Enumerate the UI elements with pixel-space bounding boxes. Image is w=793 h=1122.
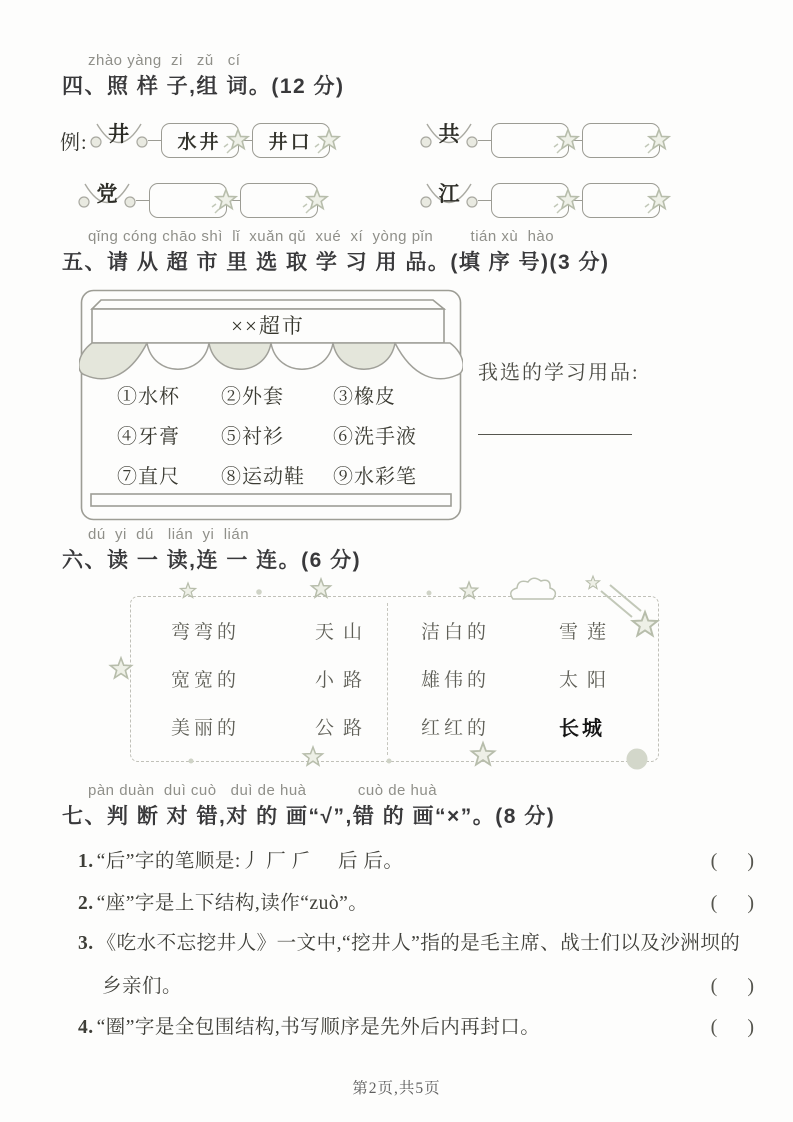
judge-item — [78, 1006, 754, 1049]
star-icon — [314, 127, 344, 157]
connector-line — [478, 200, 491, 201]
word-chain-row — [60, 116, 330, 164]
star-icon — [553, 187, 583, 217]
answer-box — [149, 183, 227, 218]
answer-box — [240, 183, 318, 218]
match-word: 雪莲 — [559, 622, 616, 643]
store-item: ⑥洗手液 — [333, 426, 417, 448]
answer-box — [491, 123, 569, 158]
section6-pinyin: dú yi dú lián yi lián — [88, 526, 250, 543]
section4-title: 四、照 样 子,组 词。(12 分) — [62, 75, 345, 98]
connector-line — [148, 140, 161, 141]
connector-line — [569, 140, 582, 141]
match-divider — [387, 603, 388, 755]
match-word: 公路 — [315, 718, 372, 739]
answer-line — [478, 434, 632, 435]
store-item: ③橡皮 — [333, 386, 396, 408]
store-item: ②外套 — [221, 386, 284, 408]
section7-title: 七、判 断 对 错,对 的 画“√”,错 的 画“×”。(8 分) — [62, 805, 556, 828]
storefront — [79, 288, 463, 522]
answer-parens: ( ) — [710, 892, 754, 914]
statement-text: “座”字是上下结构,读作“zuò”。 — [96, 893, 369, 914]
store-item: ④牙膏 — [117, 426, 180, 448]
word-box — [161, 123, 239, 158]
store-item: ⑦直尺 — [117, 466, 180, 488]
connector-line — [227, 200, 240, 201]
match-word: 弯弯的 — [171, 622, 241, 643]
statement-text: 《吃水不忘挖井人》一文中,“挖井人”指的是毛主席、战士们以及沙洲坝的乡亲们。 — [96, 933, 741, 997]
star-icon — [553, 127, 583, 157]
swing-seat — [420, 177, 478, 223]
choose-prompt: 我选的学习用品: — [478, 362, 640, 384]
item-number: 4. — [78, 1017, 94, 1038]
cloud-icon — [511, 578, 556, 599]
match-column-adjectives-left — [171, 609, 240, 753]
match-word: 太阳 — [559, 670, 616, 691]
statement-text: “圈”字是全包围结构,书写顺序是先外后内再封口。 — [96, 1017, 541, 1038]
star-icon — [644, 127, 674, 157]
given-character: 井 — [108, 122, 130, 146]
item-number: 1. — [78, 851, 94, 872]
answer-box — [491, 183, 569, 218]
star-icon — [586, 576, 599, 589]
judge-item — [78, 840, 754, 883]
match-column-nouns-right — [559, 609, 615, 753]
star-icon — [180, 583, 195, 597]
star-icon — [223, 127, 253, 157]
connector-line — [239, 140, 252, 141]
store-item-list — [117, 384, 465, 491]
answer-parens: ( ) — [710, 975, 754, 997]
swing-seat — [78, 177, 136, 223]
connector-line — [136, 200, 149, 201]
given-character: 江 — [438, 182, 460, 206]
section6-title: 六、读 一 读,连 一 连。(6 分) — [62, 549, 362, 572]
star-icon — [302, 187, 332, 217]
shooting-star-icon — [633, 612, 658, 636]
match-word: 雄伟的 — [421, 670, 491, 691]
match-word: 红红的 — [421, 718, 491, 739]
star-icon — [311, 579, 330, 597]
word-chain-row — [78, 176, 318, 224]
match-column-nouns-left — [315, 609, 371, 753]
match-column-adjectives-right — [421, 609, 490, 753]
item-number: 3. — [78, 933, 94, 954]
answer-box — [582, 123, 660, 158]
star-icon — [111, 658, 132, 678]
section5-title: 五、请 从 超 市 里 选 取 学 习 用 品。(填 序 号)(3 分) — [62, 251, 610, 274]
match-box — [130, 596, 659, 762]
dot-icon — [627, 749, 648, 770]
page-footer: 第2页,共5页 — [352, 1080, 441, 1097]
section4-pinyin: zhào yàng zi zǔ cí — [88, 52, 241, 69]
word-box-text: 水井 — [177, 131, 222, 153]
match-word: 洁白的 — [421, 622, 491, 643]
connector-line — [478, 140, 491, 141]
store-sign: ××超市 — [231, 314, 305, 338]
example-label: 例: — [60, 131, 88, 154]
answer-parens: ( ) — [710, 850, 754, 872]
section7-pinyin: pàn duàn duì cuò duì de huà cuò de huà — [88, 782, 438, 799]
store-item: ⑤衬衫 — [221, 426, 284, 448]
match-word: 宽宽的 — [171, 670, 241, 691]
answer-box — [582, 183, 660, 218]
given-character: 党 — [96, 182, 118, 206]
given-character: 共 — [438, 122, 460, 146]
connector-line — [569, 200, 582, 201]
word-box — [252, 123, 330, 158]
judge-item — [78, 882, 754, 925]
store-item: ①水杯 — [117, 386, 180, 408]
star-icon — [460, 582, 477, 598]
statement-text: “后”字的笔顺是:丿 厂 𠂆 𠂋 后 后。 — [96, 851, 404, 872]
answer-parens: ( ) — [710, 1016, 754, 1038]
word-chain-row — [420, 116, 660, 164]
match-word: 长城 — [559, 718, 605, 740]
judge-item — [78, 922, 754, 1008]
word-chain-row — [420, 176, 660, 224]
star-icon — [211, 187, 241, 217]
match-word: 美丽的 — [171, 718, 241, 739]
star-icon — [644, 187, 674, 217]
section5-pinyin: qǐng cóng chāo shì lǐ xuǎn qǔ xué xí yòng pǐn tián xù hào — [88, 228, 555, 245]
item-number: 2. — [78, 893, 94, 914]
store-item: ⑧运动鞋 — [221, 466, 305, 488]
match-word: 天山 — [315, 622, 372, 643]
word-box-text: 井口 — [268, 131, 313, 153]
swing-seat — [420, 117, 478, 163]
swing-seat — [90, 117, 148, 163]
store-item: ⑨水彩笔 — [333, 466, 417, 488]
match-word: 小路 — [315, 670, 372, 691]
